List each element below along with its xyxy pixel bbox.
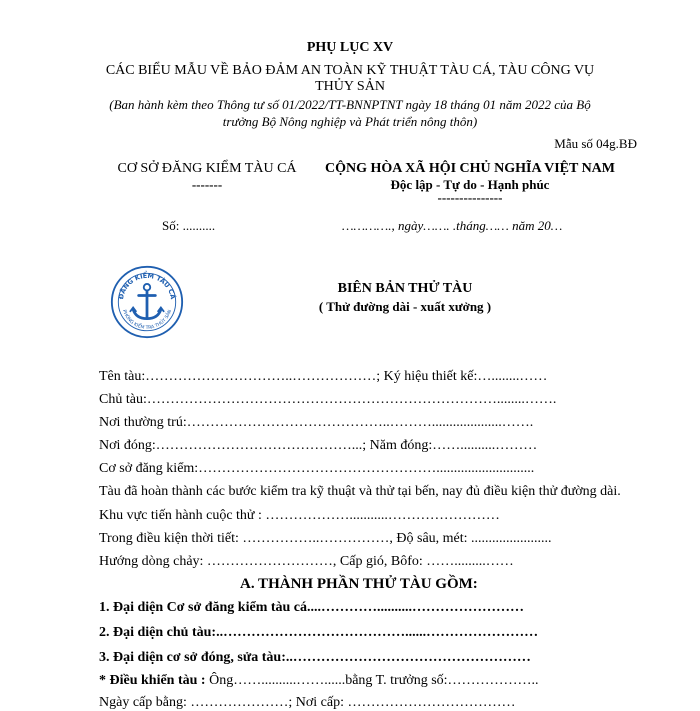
- document-subtitle: ( Thử đường dài - xuất xưởng ): [318, 299, 492, 314]
- test-area-field: Khu vực tiến hành cuộc thử : ………………...........……………………: [99, 508, 500, 523]
- section-a-item-4-text: Ông……..........……......bằng T. trưởng số:………………..: [209, 673, 539, 688]
- issued-line1: (Ban hành kèm theo Thông tư số 01/2022/TT-BNNPTNT ngày 18 tháng 01 năm 2022 của Bộ: [109, 97, 591, 112]
- document-title: BIÊN BẢN THỬ TÀU: [337, 281, 473, 296]
- ship-name-field: Tên tàu:…………………………..………………; Ký hiệu thiết kế:…........……: [99, 369, 548, 384]
- form-number: Mẫu số 04g.BĐ: [554, 136, 637, 151]
- org-divider: -------: [191, 177, 223, 192]
- build-place-field: Nơi đóng:……………………………………...; Năm đóng:……..........………: [99, 438, 538, 453]
- nation-title: CỘNG HÒA XÃ HỘI CHỦ NGHĨA VIỆT NAM: [324, 161, 615, 176]
- nation-motto: Độc lập - Tự do - Hạnh phúc: [390, 177, 550, 192]
- residence-field: Nơi thường trú:……………………………………..………....................…….: [99, 415, 534, 430]
- nation-divider: ---------------: [437, 190, 503, 205]
- section-a-item-2: 2. Đại diện chủ tàu:..…………………………………......……………………: [99, 625, 539, 640]
- section-a-item-5: Ngày cấp bằng: …………………; Nơi cấp: ………………………………: [99, 695, 516, 710]
- org-name: CƠ SỞ ĐĂNG KIỂM TÀU CÁ: [117, 161, 297, 176]
- main-title-line2: THỦY SẢN: [315, 79, 385, 94]
- appendix-title: PHỤ LỤC XV: [306, 40, 394, 55]
- logo-top-text: ĐĂNG KIỂM TÀU CÁ: [117, 271, 177, 300]
- main-title-line1: CÁC BIỂU MẪU VỀ BẢO ĐẢM AN TOÀN KỸ THUẬT TÀU CÁ, TÀU CÔNG VỤ: [105, 63, 595, 78]
- date-line: …………., ngày……. .tháng…… năm 20…: [342, 218, 563, 233]
- section-a-item-3: 3. Đại diện cơ sở đóng, sửa tàu:..……………………………………………: [99, 650, 531, 665]
- anchor-seal-icon: [110, 265, 184, 339]
- issued-line2: trưởng Bộ Nông nghiệp và Phát triển nông thôn): [222, 114, 478, 129]
- registry-field: Cơ sở đăng kiểm:……………………………………………............................: [99, 461, 535, 476]
- weather-field: Trong điều kiện thời tiết: ……………..……………, Độ sâu, mét: .......................: [99, 531, 552, 546]
- completion-statement: Tàu đã hoàn thành các bước kiểm tra kỹ thuật và thử tại bến, nay đủ điều kiện thử đường dài.: [99, 484, 621, 499]
- section-a-title: A. THÀNH PHẦN THỬ TÀU GỒM:: [240, 576, 478, 592]
- logo-bottom-text: PHÒNG KIỂM TRA THỦY SẢN: [120, 309, 174, 331]
- document-number: Số: ..........: [162, 218, 216, 233]
- section-a-item-4: * Điều khiển tàu : Ông……..........……......bằng T. trưởng số:………………..: [99, 673, 539, 688]
- owner-field: Chủ tàu:…………………………………………………………………........…….: [99, 392, 557, 407]
- section-a-item-1: 1. Đại diện Cơ sở đăng kiểm tàu cá....…………..........……………………: [99, 600, 525, 615]
- current-field: Hướng dòng chảy: ………………………, Cấp gió, Bôfo: …….........……: [99, 554, 514, 569]
